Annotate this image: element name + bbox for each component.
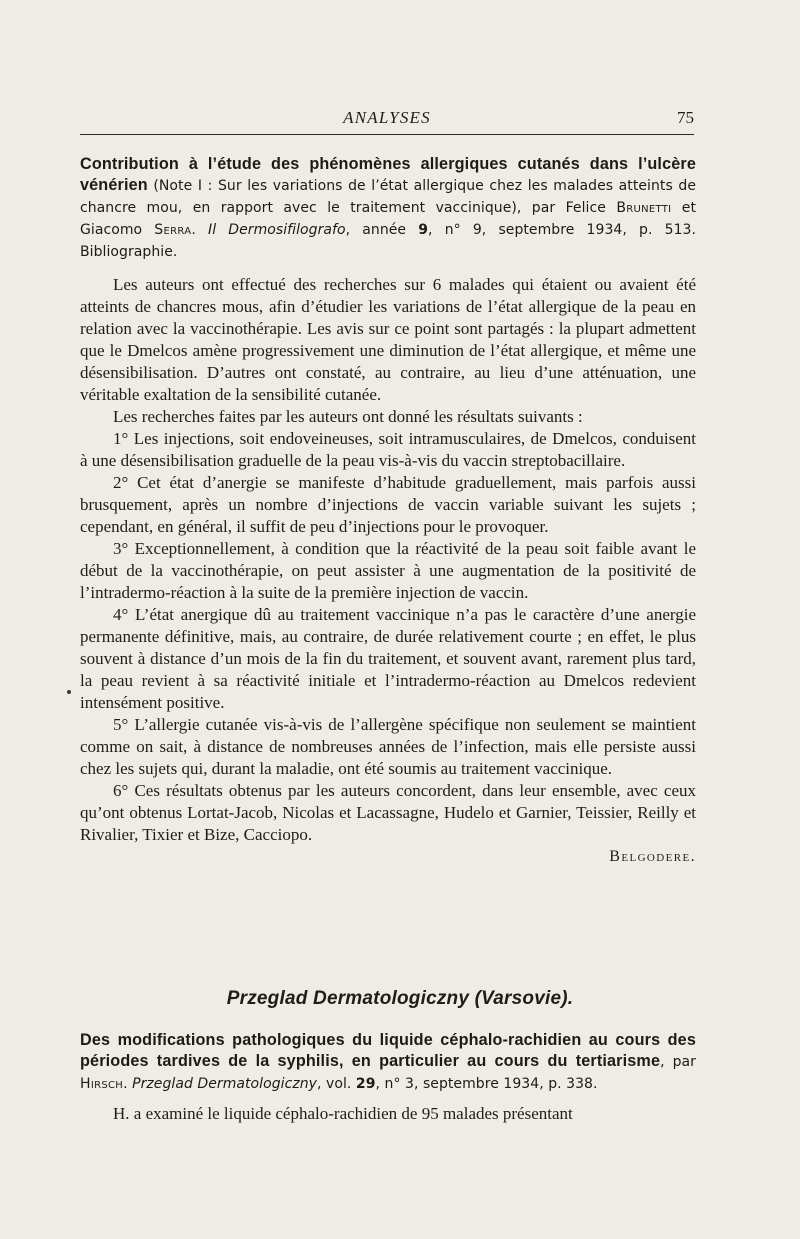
paragraph-6: 4° L’état anergique dû au traitement vaccinique n’a pas le caractère d’une anergie permanente définitive, mais, au contraire, de durée relativement courte ; en effet, le plus souvent à distance d’un mois de la fin du traitement, et souvent avant, rarement plus tard, la peau revient à sa réactivité initiale et l’intradermo-réaction au Dmelcos redevient intensément positive. xyxy=(80,605,696,712)
paragraph-9: H. a examiné le liquide céphalo-rachidien de 95 malades présentant xyxy=(113,1104,573,1123)
print-mark xyxy=(67,690,71,694)
paragraph-8: 6° Ces résultats obtenus par les auteurs concordent, dans leur ensemble, avec ceux qu’ont obtenus Lortat-Jacob, Nicolas et Lacassagne, Hudelo et Garnier, Teissier, Reilly et Rivalier, Tixier et Bize, Cacciopo. xyxy=(80,781,696,844)
page-number: 75 xyxy=(677,108,694,127)
article-heading-2 xyxy=(80,1030,696,1095)
paragraph-3: 1° Les injections, soit endoveineuses, soit intramusculaires, de Dmelcos, conduisent à une désensibilisation graduelle de la peau vis-à-vis du vaccin streptobacillaire. xyxy=(80,429,696,470)
paragraph-7: 5° L’allergie cutanée vis-à-vis de l’allergène spécifique non seulement se maintient comme on sait, à distance de nombreuses années de l’infection, mais elle persiste aussi chez les sujets qui, durant la maladie, ont été soumis au traitement vaccinique. xyxy=(80,715,696,778)
running-title: ANALYSES xyxy=(343,108,431,127)
author-brunetti: Brunetti xyxy=(616,200,672,216)
article-body-2 xyxy=(80,1103,696,1125)
author-hirsch: Hirsch xyxy=(80,1076,124,1092)
issue-pages-2: , n° 3, septembre 1934, p. 338. xyxy=(375,1076,598,1092)
author-serra: Serra xyxy=(154,222,192,238)
article-block-2 xyxy=(80,1030,696,1125)
journal-title-1: Il Dermosifilografo xyxy=(208,222,346,238)
author-end-2: . xyxy=(123,1076,133,1092)
article-block-1 xyxy=(80,154,696,866)
journal-info-1: , année xyxy=(345,222,419,238)
journal-info-2: , vol. xyxy=(317,1076,356,1092)
article-note-intro: (Note I : Sur les variations de l’état allergique chez les malades atteints de chancre mou, en rapport avec le traitement vaccinique), par Felice xyxy=(80,178,696,216)
volume-1: 9 xyxy=(418,222,429,238)
running-header xyxy=(80,108,694,135)
article-body-1 xyxy=(80,274,696,846)
author-end: . xyxy=(191,222,209,238)
volume-2: 29 xyxy=(355,1076,376,1092)
paragraph-1: Les auteurs ont effectué des recherches sur 6 malades qui étaient ou avaient été atteints de chancres mous, afin d’étudier les variations de l’état allergique de la peau en relation avec la vaccinothérapie. Les avis sur ce point sont partagés : la plupart admettent que le Dmelcos amène progressivement une diminution de l’état allergique, et même une désensibilisation. D’autres ont constaté, au contraire, au lieu d’une atténuation, une véritable exaltation de la sensibilité cutanée. xyxy=(80,275,696,404)
signature: Belgodere. xyxy=(609,848,696,865)
journal-title-2: Przeglad Dermatologiczny xyxy=(132,1076,318,1092)
article-title-1: Contribution à l’étude des phénomènes allergiques cutanés dans l’ulcère vénérien xyxy=(80,155,696,194)
author-prefix-2: , par xyxy=(660,1054,696,1070)
author-separator: et Giacomo xyxy=(80,200,696,238)
paragraph-5: 3° Exceptionnellement, à condition que la réactivité de la peau soit faible avant le début de la vaccinothérapie, on peut assister à une augmentation de la positivité de l’intradermo-réaction à la suite de la première injection de vaccin. xyxy=(80,539,696,602)
journal-section-heading: Przeglad Dermatologiczny (Varsovie). xyxy=(226,988,574,1009)
paragraph-2: Les recherches faites par les auteurs ont donné les résultats suivants : xyxy=(113,407,583,426)
paragraph-4: 2° Cet état d’anergie se manifeste d’habitude graduellement, mais parfois aussi brusquement, après un nombre d’injections de vaccin variable suivant les sujets ; cependant, en général, il suffit de peu d’injections pour le provoquer. xyxy=(80,473,696,536)
issue-pages-1: , n° 9, septembre 1934, p. 513. Bibliographie. xyxy=(80,222,696,260)
article-heading-1 xyxy=(80,154,696,263)
article-title-2: Des modifications pathologiques du liquide céphalo-rachidien au cours des périodes tardives de la syphilis, en particulier au cours du tertiarisme xyxy=(80,1031,696,1070)
